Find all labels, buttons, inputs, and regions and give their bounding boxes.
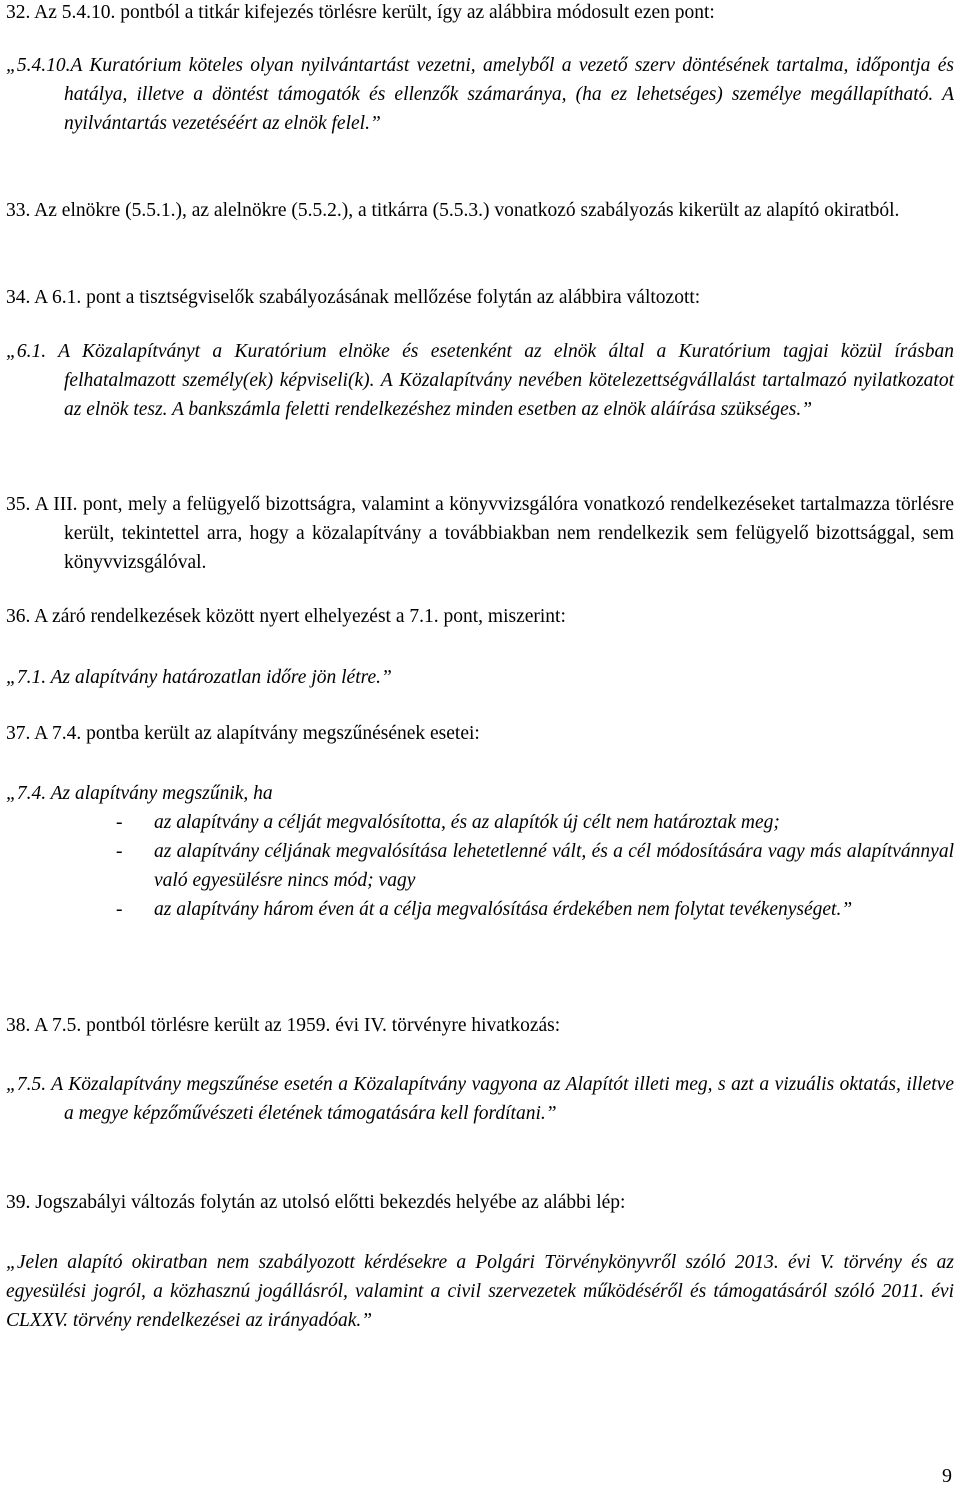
item-35: 35. A III. pont, mely a felügyelő bizottságra, valamint a könyvvizsgálóra vonatkozó rendelkezéseket tartalmazza törlésre került, tekintettel arra, hogy a közalapítvány a továbbiakban nem rendelkezik sem felügyelő bizottsággal, sem könyvvizsgálóval.	[6, 494, 954, 573]
quote-7-5: „7.5. A Közalapítvány megszűnése esetén a Közalapítvány vagyona az Alapítót illeti meg, s azt a vizuális oktatás, illetve a megye képzőművészeti életének támogatására kell fordítani.”	[6, 1074, 954, 1124]
quote-7-1: „7.1. Az alapítvány határozatlan időre jön létre.”	[6, 667, 392, 688]
item-36: 36. A záró rendelkezések között nyert elhelyezést a 7.1. pont, miszerint:	[6, 606, 566, 627]
item-32: 32. Az 5.4.10. pontból a titkár kifejezés törlésre került, így az alábbira módosult ezen pont:	[6, 2, 715, 23]
quote-7-4-lead: „7.4. Az alapítvány megszűnik, ha	[6, 783, 273, 804]
item-38: 38. A 7.5. pontból törlésre került az 1959. évi IV. törvényre hivatkozás:	[6, 1015, 561, 1036]
list-dash: -	[116, 899, 123, 920]
item-34: 34. A 6.1. pont a tisztségviselők szabályozásának mellőzése folytán az alábbira változott:	[6, 287, 701, 308]
list-item: - az alapítvány a célját megvalósította, és az alapítók új célt nem határoztak meg;	[6, 808, 954, 837]
item-33: 33. Az elnökre (5.5.1.), az alelnökre (5.5.2.), a titkárra (5.5.3.) vonatkozó szabályozás kikerült az alapító okiratból.	[6, 200, 900, 221]
item-39: 39. Jogszabályi változás folytán az utolsó előtti bekezdés helyébe az alábbi lép:	[6, 1192, 626, 1213]
list-item: - az alapítvány céljának megvalósítása lehetetlenné vált, és a cél módosítására vagy más alapítvánnyal való egyesülésre nincs mód; vagy	[6, 837, 954, 895]
list-dash: -	[116, 841, 123, 862]
item-37: 37. A 7.4. pontba került az alapítvány megszűnésének esetei:	[6, 723, 480, 744]
quote-5-4-10: „5.4.10.A Kuratórium köteles olyan nyilvántartást vezetni, amelyből a vezető szerv döntésének tartalma, időpontja és hatálya, illetve a döntést támogatók és ellenzők számaránya, (ha ez lehetséges) személye megállapítható. A nyilvántartás vezetéséért az elnök felel.”	[6, 55, 954, 134]
quote-6-1: „6.1. A Közalapítványt a Kuratórium elnöke és esetenként az elnök által a Kuratórium tagjai közül írásban felhatalmazott személy(ek) képviseli(k). A Közalapítvány nevében kötelezettségvállalást tartalmazó nyilatkozatot az elnök tesz. A bankszámla feletti rendelkezéshez minden esetben az elnök aláírása szükséges.”	[6, 341, 954, 420]
list-item: - az alapítvány három éven át a célja megvalósítása érdekében nem folytat tevékenységet.”	[6, 895, 954, 924]
quote-final-paragraph: „Jelen alapító okiratban nem szabályozott kérdésekre a Polgári Törvénykönyvről szóló 2013. évi V. törvény és az egyesülési jogról, a közhasznú jogállásról, valamint a civil szervezetek működéséről és támogatásáról szóló 2011. évi CLXXV. törvény rendelkezései az irányadóak.”	[6, 1252, 954, 1331]
page-number: 9	[942, 1465, 952, 1487]
list-dash: -	[116, 812, 123, 833]
quote-7-4	[6, 779, 954, 924]
termination-cases-list	[6, 808, 954, 924]
